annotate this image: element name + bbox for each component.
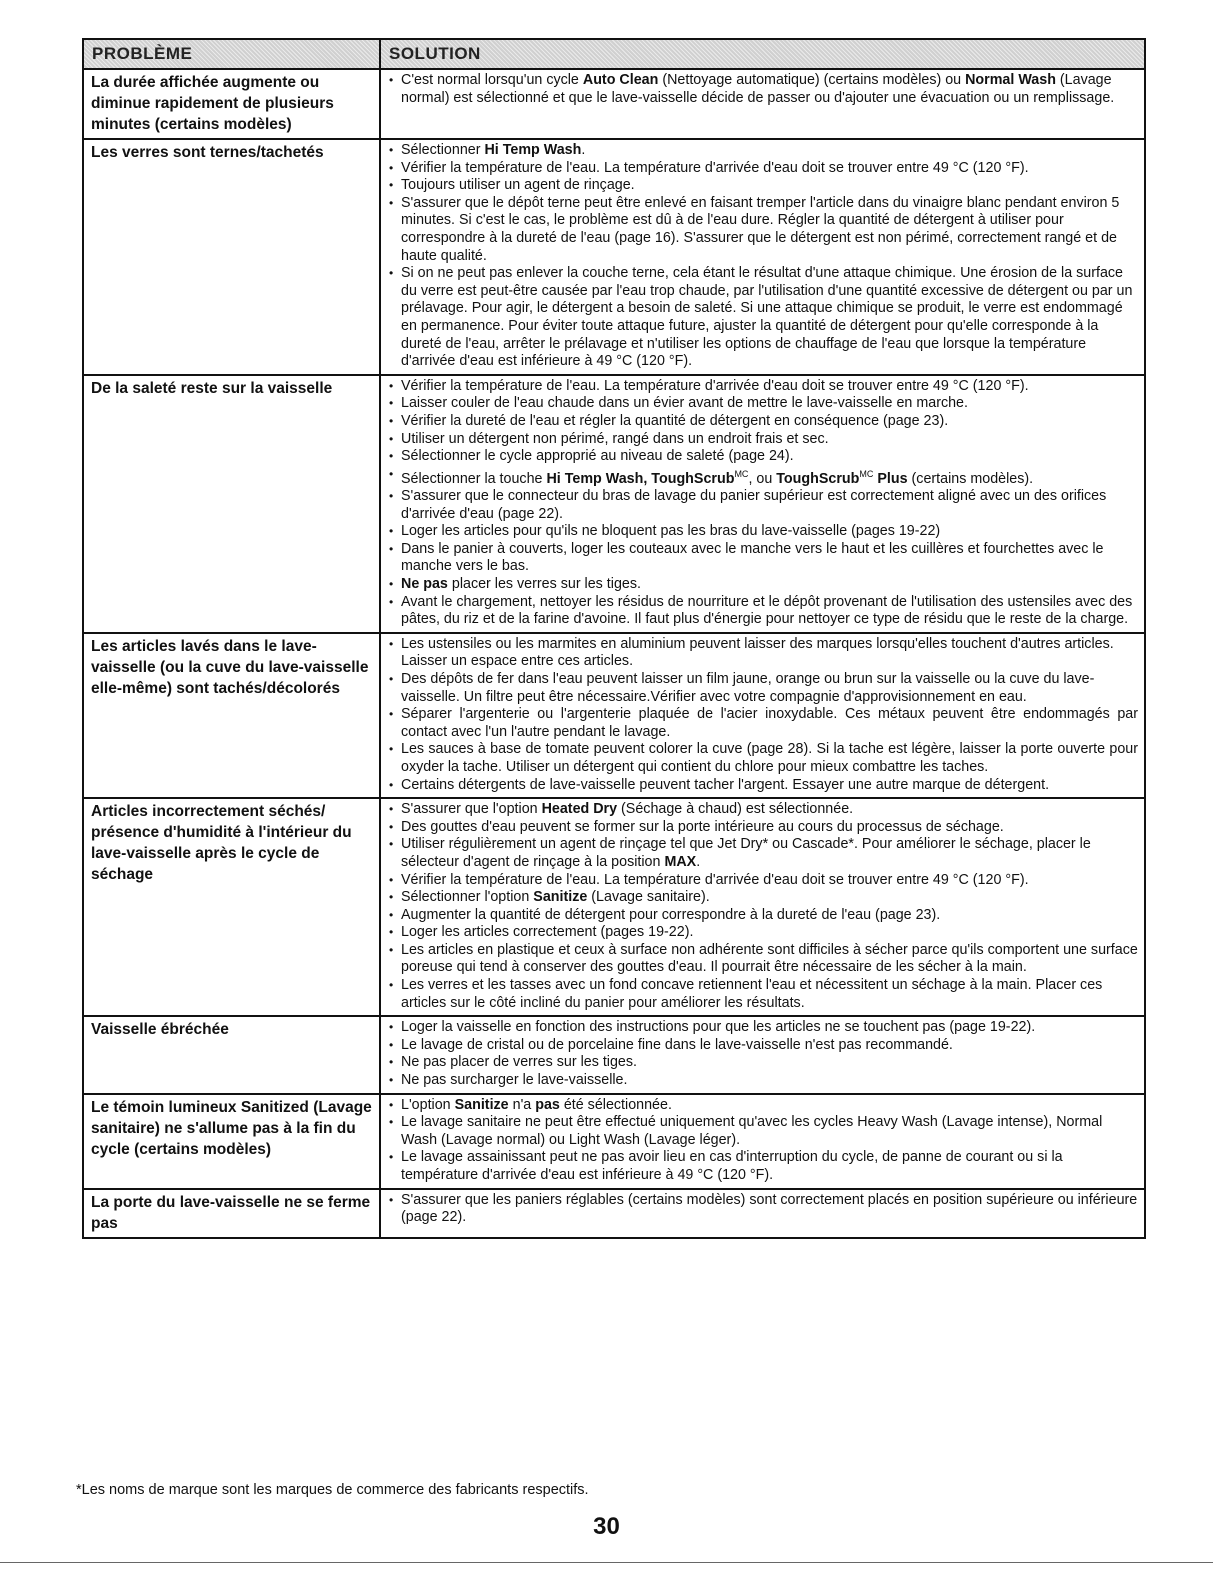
footnote: *Les noms de marque sont les marques de commerce des fabricants respectifs. xyxy=(76,1482,589,1498)
solution-text: Vérifier la température de l'eau. La température d'arrivée d'eau doit se trouver entre 49 °C (120 °F). xyxy=(401,377,1029,394)
solution-text: Le lavage de cristal ou de porcelaine fine dans le lave-vaisselle n'est pas recommandé. xyxy=(401,1036,953,1053)
solution-text: Sélectionner le cycle approprié au niveau de saleté (page 24). xyxy=(401,448,794,465)
solution-item xyxy=(387,431,1138,449)
solution-cell xyxy=(380,1094,1145,1189)
solution-item xyxy=(387,160,1138,178)
solution-item xyxy=(387,576,1138,594)
solution-emphasis: Plus xyxy=(873,470,908,487)
solution-emphasis: Sanitize xyxy=(533,889,588,906)
solution-text: Le lavage sanitaire ne peut être effectué uniquement qu'avec les cycles Heavy Wash (Lavage intense), Normal Wash (Lavage normal) ou Light Wash (Lavage léger). xyxy=(401,1114,1103,1148)
solution-list xyxy=(387,142,1138,371)
solution-text: été sélectionnée. xyxy=(559,1096,672,1113)
table-row xyxy=(83,798,1145,1016)
solution-text: C'est normal lorsqu'un cycle xyxy=(401,72,583,88)
header-solution: SOLUTION xyxy=(380,39,1145,69)
solution-item xyxy=(387,142,1138,160)
solution-cell xyxy=(380,375,1145,633)
solution-text: placer les verres sur les tiges. xyxy=(447,576,641,593)
solution-item xyxy=(387,541,1138,576)
solution-text: (certains modèles). xyxy=(907,470,1034,487)
solution-item xyxy=(387,1114,1138,1149)
solution-text: L'option xyxy=(401,1096,455,1113)
solution-cell xyxy=(380,139,1145,375)
solution-item xyxy=(387,1072,1138,1090)
problem-cell: Articles incorrectement séchés/ présence d'humidité à l'intérieur du lave-vaisselle après le cycle de séchage xyxy=(83,798,380,1016)
solution-emphasis: MAX xyxy=(664,853,697,870)
solution-text: n'a xyxy=(508,1096,536,1113)
solution-item xyxy=(387,594,1138,629)
bottom-rule xyxy=(0,1562,1213,1563)
solution-item xyxy=(387,1037,1138,1055)
solution-emphasis: Hi Temp Wash, ToughScrub xyxy=(546,470,735,487)
solution-text: Ne pas placer de verres sur les tiges. xyxy=(401,1054,638,1071)
table-header-row xyxy=(83,39,1145,69)
solution-item xyxy=(387,671,1138,706)
solution-cell xyxy=(380,1016,1145,1093)
table-row xyxy=(83,633,1145,798)
solution-item xyxy=(387,777,1138,795)
solution-item xyxy=(387,836,1138,871)
solution-list xyxy=(387,378,1138,629)
problem-cell: De la saleté reste sur la vaisselle xyxy=(83,375,380,633)
solution-text: Séparer l'argenterie ou l'argenterie plaquée de l'acier inoxydable. Ces métaux peuvent être endommagés par contact avec l'un l'autre pendant le lavage. xyxy=(401,706,1138,740)
solution-emphasis: Auto Clean xyxy=(582,72,659,88)
solution-text: Loger les articles pour qu'ils ne bloquent pas les bras du lave-vaisselle (pages 19-22) xyxy=(401,523,941,540)
solution-emphasis: Ne pas xyxy=(401,576,448,593)
solution-text: Dans le panier à couverts, loger les couteaux avec le manche vers le haut et les cuillères et fourchettes avec le manche vers le bas. xyxy=(401,540,1104,575)
solution-item xyxy=(387,706,1138,741)
troubleshooting-page xyxy=(82,38,1142,1239)
solution-list xyxy=(387,1097,1138,1185)
solution-item xyxy=(387,466,1138,488)
solution-text: Vérifier la dureté de l'eau et régler la quantité de détergent en conséquence (page 23). xyxy=(401,412,949,429)
solution-text: Sélectionner xyxy=(401,142,485,158)
problem-cell: La durée affichée augmente ou diminue rapidement de plusieurs minutes (certains modèles) xyxy=(83,69,380,139)
solution-text: , ou xyxy=(748,470,777,487)
solution-list xyxy=(387,72,1138,107)
solution-list xyxy=(387,1019,1138,1089)
solution-text: . xyxy=(696,853,701,870)
problem-cell: La porte du lave-vaisselle ne se ferme pas xyxy=(83,1189,380,1238)
solution-text: Des dépôts de fer dans l'eau peuvent laisser un film jaune, orange ou brun sur la vaisselle ou la cuve du lave-vaisselle. Un filtre peut être nécessaire.Vérifier avec votre compagnie d'approvisionnement en eau. xyxy=(401,670,1095,705)
solution-text: Le lavage assainissant peut ne pas avoir lieu en cas d'interruption du cycle, de panne de courant ou si la température d'arrivée d'eau est inférieure à 49 °C (120 °F). xyxy=(401,1149,1063,1184)
table-row xyxy=(83,375,1145,633)
page-number: 30 xyxy=(593,1513,620,1540)
solution-item xyxy=(387,1019,1138,1037)
solution-text: Utiliser un détergent non périmé, rangé dans un endroit frais et sec. xyxy=(401,430,829,447)
solution-text: (Nettoyage automatique) (certains modèles) ou xyxy=(658,72,966,88)
solution-item xyxy=(387,1097,1138,1115)
solution-item xyxy=(387,907,1138,925)
solution-text: Des gouttes d'eau peuvent se former sur la porte intérieure au cours du processus de séchage. xyxy=(401,818,1004,835)
solution-item xyxy=(387,378,1138,396)
solution-cell xyxy=(380,1189,1145,1238)
solution-text: S'assurer que l'option xyxy=(401,801,542,818)
problem-cell: Les verres sont ternes/tachetés xyxy=(83,139,380,375)
solution-text: . xyxy=(581,142,586,158)
solution-text: Les ustensiles ou les marmites en aluminium peuvent laisser des marques lorsqu'elles touchent d'autres articles. Laisser un espace entre ces articles. xyxy=(401,635,1114,670)
solution-item xyxy=(387,177,1138,195)
solution-text: Certains détergents de lave-vaisselle peuvent tacher l'argent. Essayer une autre marque de détergent. xyxy=(401,776,1050,793)
solution-text: Avant le chargement, nettoyer les résidus de nourriture et le dépôt provenant de l'utilisation des ustensiles avec des pâtes, du riz et de la farine d'avoine. Il faut plus d'énergie pour nettoyer ce type de résidu que le reste de la charge. xyxy=(401,593,1133,628)
solution-item xyxy=(387,872,1138,890)
solution-text: Loger la vaisselle en fonction des instructions pour que les articles ne se touchent pas (page 19-22). xyxy=(401,1019,1036,1036)
table-body xyxy=(83,69,1145,1238)
solution-text: S'assurer que le dépôt terne peut être enlevé en faisant tremper l'article dans du vinaigre blanc pendant environ 5 minutes. Si c'est le cas, le problème est dû à de l'eau dure. Régler la quantité de détergent à utiliser pour correspondre à la dureté de l'eau (page 16). S'assurer que le détergent est non périmé, correctement rangé et de haute qualité. xyxy=(401,194,1120,264)
solution-text: Toujours utiliser un agent de rinçage. xyxy=(401,177,635,194)
solution-text: Sélectionner l'option xyxy=(401,889,534,906)
solution-text: Ne pas surcharger le lave-vaisselle. xyxy=(401,1072,628,1089)
solution-item xyxy=(387,889,1138,907)
solution-item xyxy=(387,1054,1138,1072)
solution-item xyxy=(387,195,1138,265)
solution-item xyxy=(387,977,1138,1012)
solution-text: S'assurer que les paniers réglables (certains modèles) sont correctement placés en position supérieure ou inférieure (page 22). xyxy=(401,1191,1138,1226)
solution-text: Laisser couler de l'eau chaude dans un évier avant de mettre le lave-vaisselle en marche. xyxy=(401,395,968,412)
solution-cell xyxy=(380,798,1145,1016)
solution-item xyxy=(387,395,1138,413)
solution-text: Sélectionner la touche xyxy=(401,470,547,487)
solution-emphasis: Hi Temp Wash xyxy=(484,142,582,158)
solution-text: Vérifier la température de l'eau. La température d'arrivée d'eau doit se trouver entre 49 °C (120 °F). xyxy=(401,871,1029,888)
solution-text: Les articles en plastique et ceux à surface non adhérente sont difficiles à sécher parce qu'ils comportent une surface poreuse qui tend à conserver des gouttes d'eau. Il pourrait être nécessaire de les sécher à la main. xyxy=(401,941,1138,976)
solution-item xyxy=(387,72,1138,107)
problem-cell: Vaisselle ébréchée xyxy=(83,1016,380,1093)
table-row xyxy=(83,69,1145,139)
solution-text: Si on ne peut pas enlever la couche terne, cela étant le résultat d'une attaque chimique. Une érosion de la surface du verre est peut-être causée par l'eau trop chaude, par l'utilisation d'une quantité excessive de détergent ou par un prélavage. Pour agir, le détergent a besoin de saleté. Si une attaque chimique se produit, le verre est endommagé en permanence. Pour éviter toute attaque future, ajuster la quantité de détergent pour qu'elle corresponde à la dureté de l'eau, arrêter le prélavage et n'utiliser les options de chauffage de l'eau que lorsque la température d'arrivée d'eau est inférieure à 49 °C (120 °F). xyxy=(401,265,1133,370)
solution-emphasis: Sanitize xyxy=(454,1096,509,1113)
solution-item xyxy=(387,636,1138,671)
trademark-superscript: MC xyxy=(734,468,749,479)
solution-item xyxy=(387,523,1138,541)
solution-text: Utiliser régulièrement un agent de rinçage tel que Jet Dry* ou Cascade*. Pour améliorer le séchage, placer le sélecteur d'agent de rinçage à la position xyxy=(401,836,1091,870)
solution-cell xyxy=(380,633,1145,798)
solution-item xyxy=(387,924,1138,942)
solution-text: Vérifier la température de l'eau. La température d'arrivée d'eau doit se trouver entre 49 °C (120 °F). xyxy=(401,159,1029,176)
solution-list xyxy=(387,1192,1138,1227)
solution-item xyxy=(387,488,1138,523)
solution-item xyxy=(387,801,1138,819)
solution-emphasis: Normal Wash xyxy=(965,72,1056,88)
solution-item xyxy=(387,413,1138,431)
solution-text: (Séchage à chaud) est sélectionnée. xyxy=(617,801,854,818)
solution-list xyxy=(387,801,1138,1012)
solution-text: Augmenter la quantité de détergent pour correspondre à la dureté de l'eau (page 23). xyxy=(401,906,941,923)
solution-text: (Lavage normal) est sélectionné et que le lave-vaisselle décide de passer ou d'ajouter une évacuation ou un remplissage. xyxy=(401,72,1115,106)
table-row xyxy=(83,1189,1145,1238)
solution-emphasis: Heated Dry xyxy=(541,801,618,818)
solution-item xyxy=(387,1149,1138,1184)
table-row xyxy=(83,139,1145,375)
solution-item xyxy=(387,819,1138,837)
problem-cell: Le témoin lumineux Sanitized (Lavage sanitaire) ne s'allume pas à la fin du cycle (certains modèles) xyxy=(83,1094,380,1189)
solution-item xyxy=(387,265,1138,371)
solution-item xyxy=(387,741,1138,776)
table-row xyxy=(83,1016,1145,1093)
solution-item xyxy=(387,448,1138,466)
header-problem: PROBLÈME xyxy=(83,39,380,69)
solution-emphasis: ToughScrub xyxy=(776,470,860,487)
solution-item xyxy=(387,1192,1138,1227)
trademark-superscript: MC xyxy=(859,468,874,479)
solution-text: Loger les articles correctement (pages 19-22). xyxy=(401,924,694,941)
solution-text: Les verres et les tasses avec un fond concave retiennent l'eau et nécessitent un séchage à la main. Placer ces articles sur le côté incliné du panier pour améliorer les résultats. xyxy=(401,977,1103,1011)
table-row xyxy=(83,1094,1145,1189)
solution-text: (Lavage sanitaire). xyxy=(587,889,710,906)
solution-item xyxy=(387,942,1138,977)
solution-text: Les sauces à base de tomate peuvent colorer la cuve (page 28). Si la tache est légère, laisser la porte ouverte pour oxyder la tache. Utiliser un détergent qui contient du chlore pour mieux combattre les taches. xyxy=(401,741,1138,775)
troubleshooting-table xyxy=(82,38,1146,1239)
solution-list xyxy=(387,636,1138,794)
solution-cell xyxy=(380,69,1145,139)
solution-text: S'assurer que le connecteur du bras de lavage du panier supérieur est correctement aligné avec un des orifices d'arrivée d'eau (page 22). xyxy=(401,488,1107,522)
problem-cell: Les articles lavés dans le lave-vaisselle (ou la cuve du lave-vaisselle elle-même) sont tachés/décolorés xyxy=(83,633,380,798)
solution-emphasis: pas xyxy=(535,1096,560,1113)
